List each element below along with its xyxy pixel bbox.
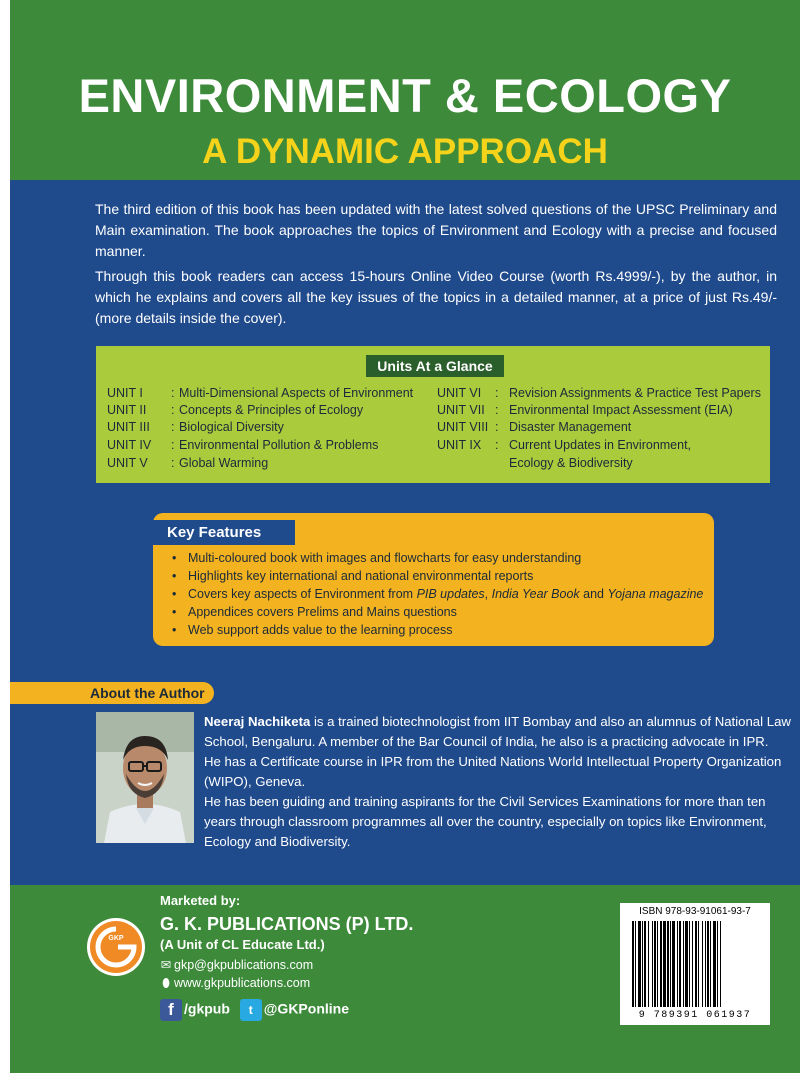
book-back-cover: ENVIRONMENT & ECOLOGY A DYNAMIC APPROACH The third edition of this book has been updated with the latest solved questions of the UPSC Preliminary and Main examination. The book approaches the topics of Environment and Ecology with a precise and focused manner. Through this book readers can access 15-hours Online Video Course (worth Rs.4999/-), by the author, in which he explains and covers all the key issues of the topics in a detailed manner, at a price of just Rs.49/- (more details inside the cover). Units At a Glance UNIT I : Multi-Dimensional Aspects of Environment UNIT II : Concepts & Principles of Ecology UNIT III : Biological Diversity UNIT IV : Environmental Pollution & Problems UNIT V : Global Warming UNIT VI : Revision Assignments & Practice Test Papers UNIT VII : Environmental Impact Assessment (EIA) UNIT VIII : Disaster Management UNIT IX : Current Updates in Environment, Ecology & Biodiversity Key Features • Multi-coloured book with images and flowcharts for easy understanding • Highlights key international and national environmental reports • Covers key aspects of Environment from PIB updates, India Year Book and Yojana magazine • Appendices covers Prelims and Mains questions • Web support adds value to the learning process About the Author Neeraj Nachiketa is a trained biotechnologist from IIT Bombay and also an alumnus of National Law School, Bengaluru. A member of the Bar Council of India, he also is a practicing advocate in IPR. He has a Certificate course in IPR from the United Nations World Intellectual Property Organization (WIPO), Geneva. He has been guiding and training aspirants for the Civil Services Examinations for more than ten years through classroom programmes all over the country, especially on topics like Environment, Ecology and Biodiversity. GKP Marketed by: G. K. PUBLICATIONS (P) LTD. (A Unit of CL Educate Ltd.) ✉ gkp@gkpublications.com ⬮ www.gkpublications.com f /gkpub t @GKPonline ISBN 978-93-91061-93-7 9 789391 061937 (0, 0, 800, 1088)
barcode-bar (672, 921, 675, 1007)
barcode-icon (620, 903, 770, 1025)
barcode-bar (702, 921, 703, 1007)
list-item: • Web support adds value to the learning process (170, 621, 703, 639)
isbn-label: ISBN 978-93-91061-93-7 (639, 906, 751, 917)
isbn-digits: 9 789391 061937 (638, 1010, 752, 1021)
barcode-bar (654, 921, 656, 1007)
publisher-unit: (A Unit of CL Educate Ltd.) (160, 937, 325, 952)
barcode-bar (644, 921, 646, 1007)
barcode-bar (667, 921, 669, 1007)
key-features-heading: Key Features (153, 520, 295, 545)
key-features-list (170, 549, 703, 639)
unit-title: Environmental Impact Assessment (EIA) (509, 403, 733, 417)
gkp-logo-icon (86, 917, 146, 977)
mouse-icon: ⬮ (162, 976, 170, 990)
unit-title: Ecology & Biodiversity (509, 456, 633, 470)
unit-number: UNIT IV (107, 438, 152, 452)
barcode-bar (692, 921, 693, 1007)
unit-number: UNIT VII (437, 403, 485, 417)
barcode-bar (632, 921, 634, 1007)
publisher-email[interactable]: ✉ gkp@gkpublications.com (160, 958, 314, 972)
barcode-bar (660, 921, 662, 1007)
about-author-heading: About the Author (10, 682, 214, 704)
unit-title: Current Updates in Environment, (509, 438, 692, 452)
barcode-bar (670, 921, 671, 1007)
mail-icon: ✉ (160, 958, 172, 972)
author-photo (96, 712, 194, 843)
list-item: • Multi-coloured book with images and flowcharts for easy understanding (170, 549, 703, 567)
isbn-barcode (620, 903, 770, 1025)
barcode-bar (642, 921, 643, 1007)
unit-title: Concepts & Principles of Ecology (179, 403, 364, 417)
facebook-handle[interactable]: /gkpub (184, 1000, 230, 1017)
barcode-bar (685, 921, 688, 1007)
unit-number: UNIT VI (437, 386, 482, 400)
units-heading: Units At a Glance (366, 355, 504, 377)
barcode-bar (638, 921, 641, 1007)
unit-number: UNIT II (107, 403, 147, 417)
barcode-bar (648, 921, 649, 1007)
facebook-icon[interactable]: f (160, 999, 182, 1021)
barcode-bar (652, 921, 653, 1007)
barcode-bar (695, 921, 697, 1007)
unit-number: UNIT III (107, 420, 150, 434)
author-name: Neeraj Nachiketa (204, 714, 311, 729)
list-item: • Highlights key international and national environmental reports (170, 567, 703, 585)
book-subtitle: A DYNAMIC APPROACH (202, 132, 608, 171)
publisher-website[interactable]: ⬮ www.gkpublications.com (160, 976, 310, 991)
author-bio: Neeraj Nachiketa is a trained biotechnologist from IIT Bombay and also an alumnus of National Law School, Bengaluru. A member of the Bar Council of India, he also is a practicing advocate in IPR. He has a Certificate course in IPR from the United Nations World Intellectual Property Organization (WIPO), Geneva. He has been guiding and training aspirants for the Civil Services Examinations for more than ten years through classroom programmes all over the country, especially on topics like Environment, Ecology and Biodiversity. (204, 714, 791, 849)
marketed-by-label: Marketed by: (160, 893, 241, 908)
twitter-handle[interactable]: @GKPonline (263, 1000, 349, 1017)
barcode-bar (683, 921, 684, 1007)
twitter-icon[interactable]: t (240, 999, 262, 1021)
barcode-bar (657, 921, 658, 1007)
logo-letters: GKP (108, 935, 124, 942)
barcode-bar (677, 921, 678, 1007)
barcode-bar (720, 921, 721, 1007)
intro-paragraph-1: The third edition of this book has been updated with the latest solved questions of the UPSC Preliminary and Main examination. The book approaches the topics of Environment and Ecology with a precise and focused manner. (95, 201, 777, 259)
list-item: • Covers key aspects of Environment from PIB updates, India Year Book and Yojana magazine (170, 585, 703, 603)
unit-title: Disaster Management (509, 420, 632, 434)
barcode-bar (635, 921, 636, 1007)
barcode-bar (679, 921, 681, 1007)
barcode-bar (689, 921, 690, 1007)
barcode-bar (717, 921, 718, 1007)
unit-number: UNIT VIII (437, 420, 489, 434)
book-title: ENVIRONMENT & ECOLOGY (78, 69, 732, 122)
barcode-bar (713, 921, 716, 1007)
unit-title: Environmental Pollution & Problems (179, 438, 379, 452)
publisher-name: G. K. PUBLICATIONS (P) LTD. (160, 914, 414, 934)
unit-title: Biological Diversity (179, 420, 284, 434)
barcode-bar (707, 921, 709, 1007)
unit-title: Global Warming (179, 456, 269, 470)
social-links (160, 999, 349, 1021)
list-item: • Appendices covers Prelims and Mains questions (170, 603, 703, 621)
barcode-bar (663, 921, 666, 1007)
barcode-bar (710, 921, 711, 1007)
barcode-bar (705, 921, 706, 1007)
barcode-bar (698, 921, 699, 1007)
unit-title: Revision Assignments & Practice Test Papers (509, 386, 761, 400)
unit-number: UNIT IX (437, 438, 482, 452)
unit-title: Multi-Dimensional Aspects of Environment (179, 386, 414, 400)
unit-number: UNIT V (107, 456, 148, 470)
unit-number: UNIT I (107, 386, 143, 400)
intro-paragraph-2: Through this book readers can access 15-hours Online Video Course (worth Rs.4999/-), by the author, in which he explains and covers all the key issues of the topics in a detailed manner, at a price of just Rs.49/- (more details inside the cover). (95, 268, 777, 326)
author-portrait-icon (96, 712, 194, 843)
